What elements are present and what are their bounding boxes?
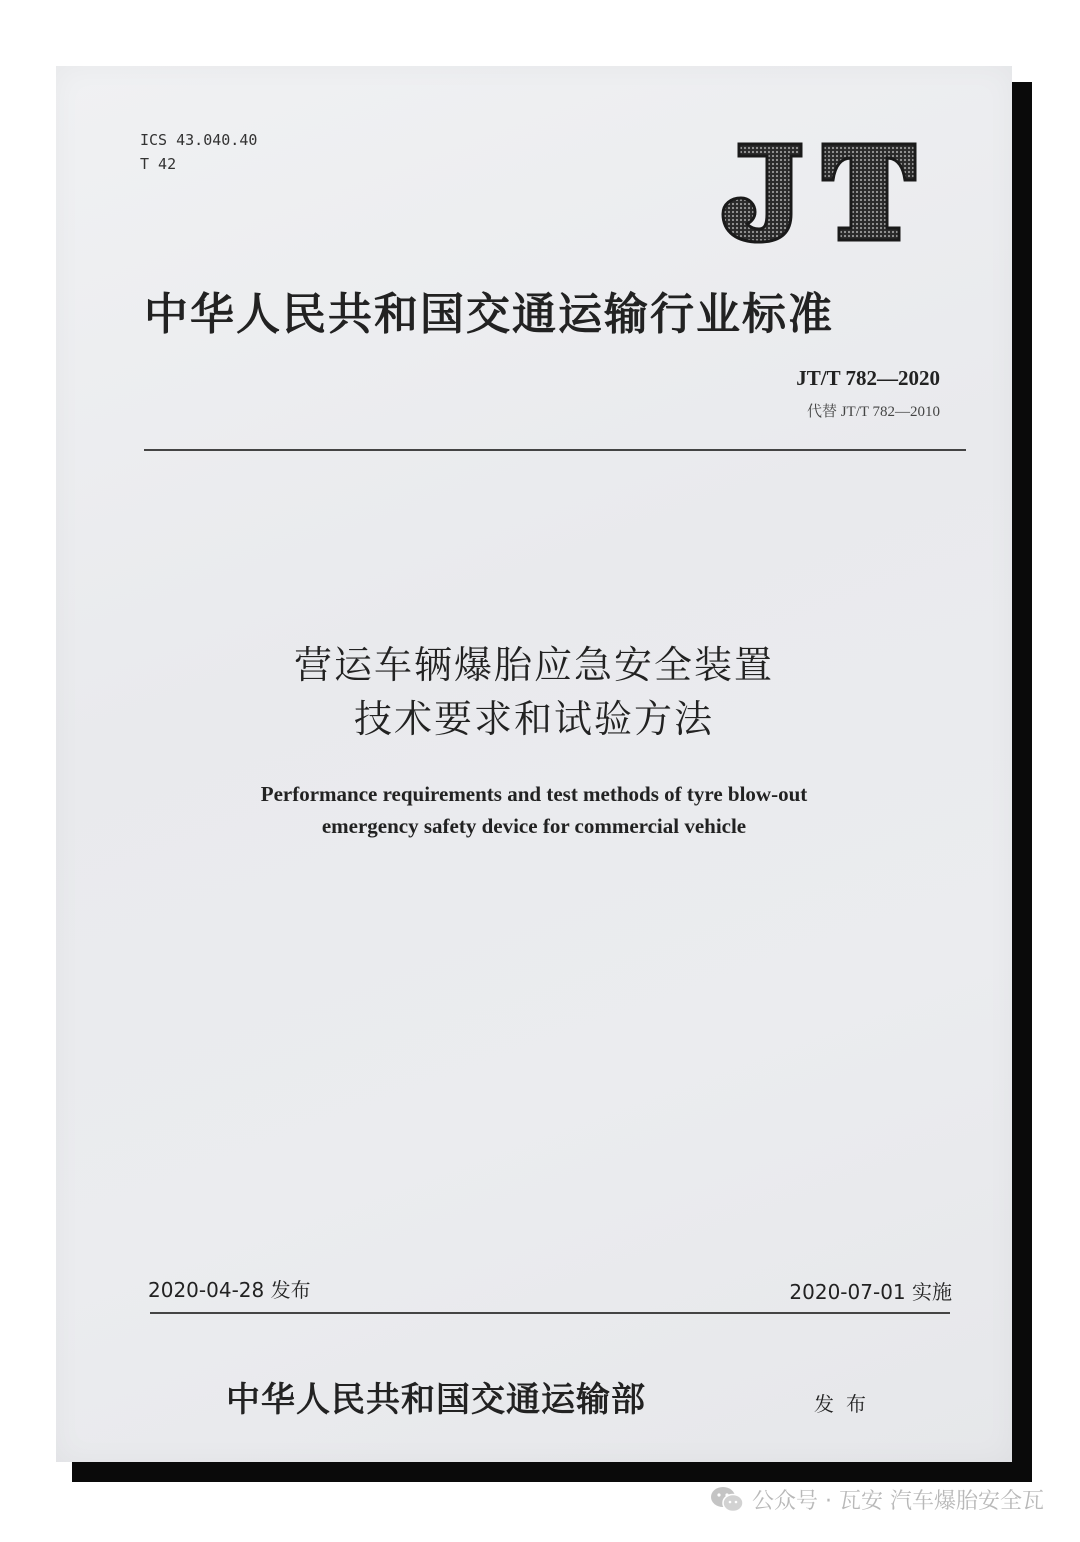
standard-title: 中华人民共和国交通运输行业标准: [144, 289, 834, 340]
english-title: [56, 778, 1012, 842]
english-title-line-1: Performance requirements and test methods of tyre blow-out: [260, 782, 808, 806]
category-code: T 42: [140, 155, 177, 173]
wechat-icon: [710, 1486, 744, 1514]
publisher: 中华人民共和国交通运输部: [226, 1380, 646, 1420]
classification-codes: [140, 128, 257, 176]
chinese-title-line-2: 技术要求和试验方法: [353, 697, 714, 741]
chinese-title-line-1: 营运车辆爆胎应急安全装置: [293, 643, 774, 687]
issue-date: 2020-04-28 发布: [148, 1278, 311, 1302]
standard-number: JT/T 782—2020: [796, 366, 940, 390]
jt-logo: [719, 142, 919, 244]
english-title-line-2: emergency safety device for commercial vehicle: [321, 814, 747, 838]
document-cover: [56, 66, 1012, 1462]
header-divider: [144, 449, 966, 451]
chinese-title: [56, 638, 1012, 746]
footer-divider: [150, 1312, 950, 1314]
watermark-text: 公众号 · 瓦安 汽车爆胎安全瓦: [752, 1489, 1044, 1514]
ics-code: ICS 43.040.40: [140, 131, 258, 149]
publish-label: 发布: [814, 1392, 878, 1416]
replaces-note: 代替 JT/T 782—2010: [806, 404, 940, 420]
implementation-date: 2020-07-01 实施: [789, 1280, 952, 1304]
logo-text: JT: [719, 142, 720, 143]
watermark: [710, 1484, 1044, 1515]
